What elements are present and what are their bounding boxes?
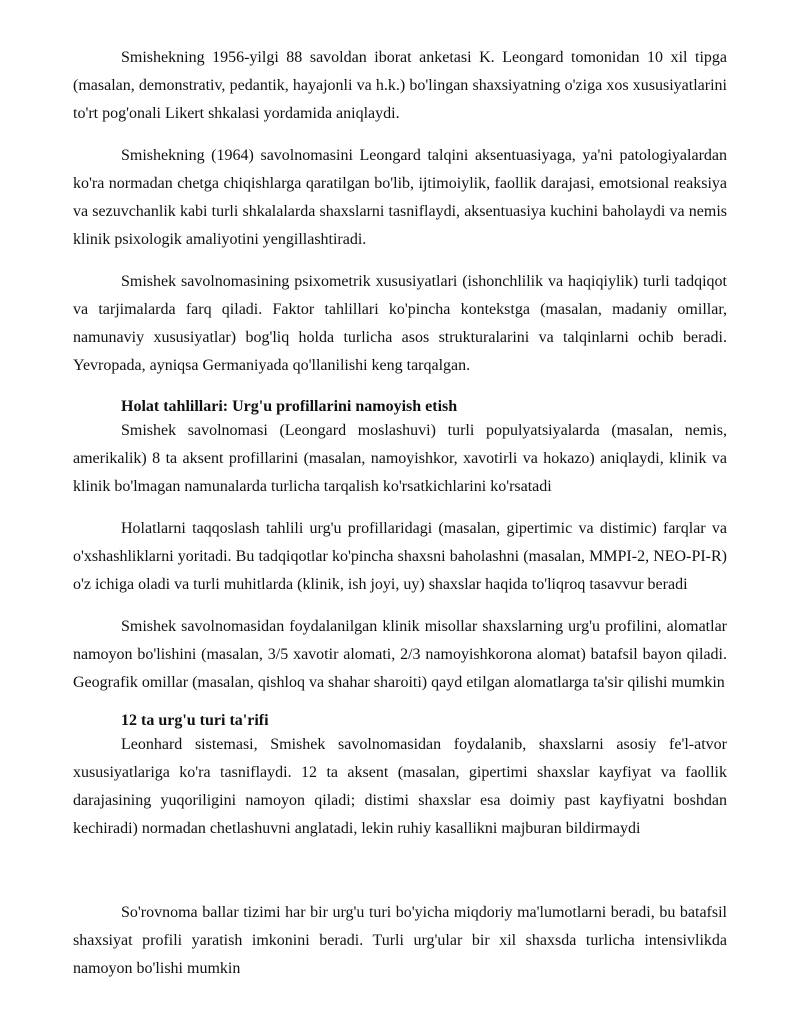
paragraph-clinical-examples: Smishek savolnomasidan foydalanilgan klinik misollar shaxslarning urg'u profilini, alomatlar namoyon bo'lishini (masalan, 3/5 xavotir alomati, 2/3 namoyishkorona alomat) batafsil bayon qiladi. Geografik omillar (masalan, qishloq va shahar sharoiti) qayd etilgan alomatlarga ta'sir qilishi mumkin [73, 618, 727, 691]
section-heading-case-studies: Holat tahlillari: Urg'u profillarini namoyish etish [121, 398, 458, 415]
section-heading-accent-types: 12 ta urg'u turi ta'rifi [121, 712, 269, 729]
paragraph-leonhard-questionnaire-1956: Smishekning 1956-yilgi 88 savoldan iborat anketasi K. Leongard tomonidan 10 xil tipga (masalan, demonstrativ, pedantik, hayajonli va h.k.) bo'lingan shaxsiyatning o'ziga xos xususiyatlarini to'rt pog'onali Likert shkalasi yordamida aniqlaydi. [73, 49, 727, 122]
paragraph-leonhard-system: Leonhard sistemasi, Smishek savolnomasidan foydalanib, shaxslarni asosiy fe'l-atvor xususiyatlariga ko'ra tasniflaydi. 12 ta aksent (masalan, gipertimi shaxslar kayfiyat va faollik darajasining yuqoriligini namoyon qiladi; distimi shaxslar esa doimiy past kayfiyatni boshdan kechiradi) normadan chetlashuvni anglatadi, lekin ruhiy kasallikni majburan bildirmaydi [73, 736, 727, 837]
paragraph-scoring-system: So'rovnoma ballar tizimi har bir urg'u turi bo'yicha miqdoriy ma'lumotlarni beradi, bu batafsil shaxsiyat profili yaratish imkonini beradi. Turli urg'ular bir xil shaxsda turlicha intensivlikda namoyon bo'lishi mumkin [73, 904, 727, 977]
paragraph-leonhard-interpretation: Smishekning (1964) savolnomasini Leongard talqini aksentuasiyaga, ya'ni patologiyalardan ko'ra normadan chetga chiqishlarga qaratilgan bo'lib, ijtimoiylik, faollik darajasi, emotsional reaksiya va sezuvchanlik kabi turli shkalalarda shaxslarni tasniflaydi, aksentuasiya kuchini baholaydi va nemis klinik psixologik amaliyotini yengillashtiradi. [73, 147, 727, 248]
document-page [73, 44, 727, 983]
paragraph-accent-profiles: Smishek savolnomasi (Leongard moslashuvi) turli populyatsiyalarda (masalan, nemis, amerikalik) 8 ta aksent profillarini (masalan, namoyishkor, xavotirli va hokazo) aniqlaydi, klinik va klinik bo'lmagan namunalarda turlicha tarqalish ko'rsatkichlarini ko'rsatadi [73, 422, 727, 495]
paragraph-case-comparison: Holatlarni taqqoslash tahlili urg'u profillaridagi (masalan, gipertimic va distimic) farqlar va o'xshashliklarni yoritadi. Bu tadqiqotlar ko'pincha shaxsni baholashni (masalan, MMPI-2, NEO-PI-R) o'z ichiga oladi va turli muhitlarda (klinik, ish joyi, uy) shaxslar haqida to'liqroq tasavvur beradi [73, 520, 727, 593]
paragraph-psychometric-properties: Smishek savolnomasining psixometrik xususiyatlari (ishonchlilik va haqiqiylik) turli tadqiqot va tarjimalarda farq qiladi. Faktor tahlillari ko'pincha kontekstga (masalan, madaniy omillar, namunaviy xususiyatlar) bog'liq holda turlicha asos strukturalarini va talqinlarni ochib beradi. Yevropada, ayniqsa Germaniyada qo'llanilishi keng tarqalgan. [73, 273, 727, 374]
